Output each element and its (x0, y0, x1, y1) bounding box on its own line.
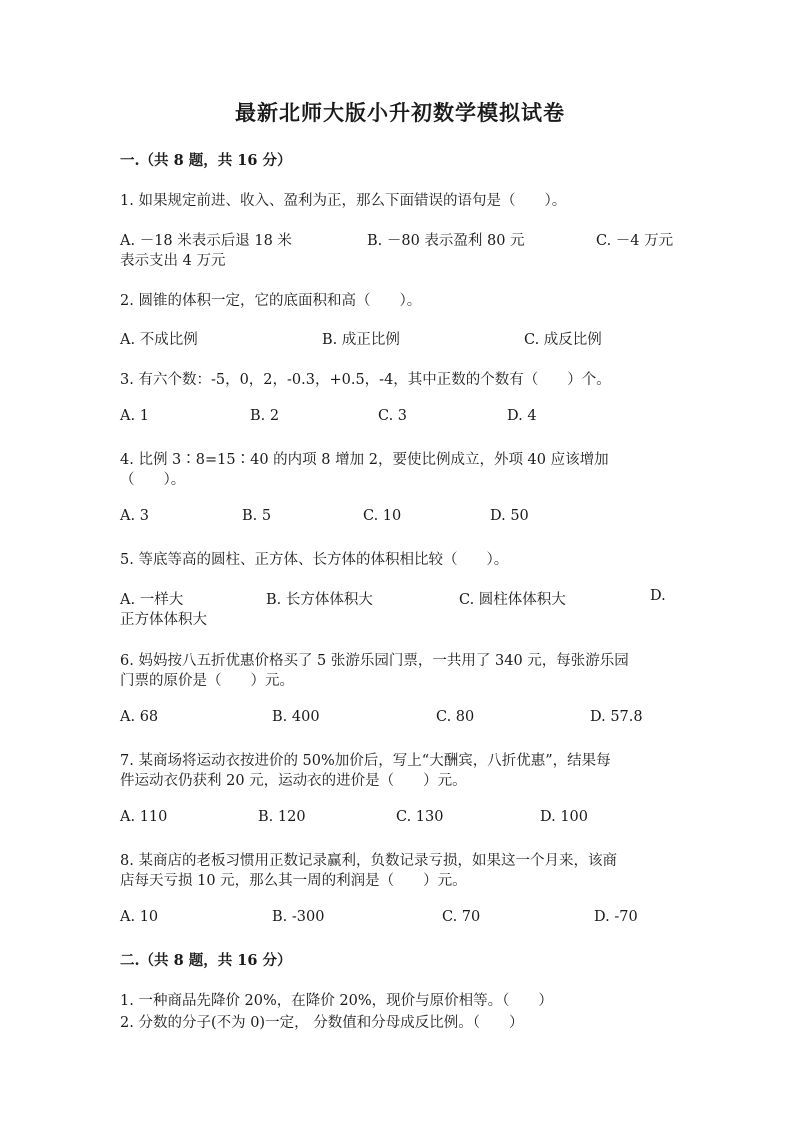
question-3-option-a: A. 1 (120, 408, 149, 424)
question-1-option-a: A. －18 米表示后退 18 米 (120, 233, 292, 249)
question-1-stem: 1. 如果规定前进、收入、盈利为正，那么下面错误的语句是（ ）。 (120, 193, 567, 209)
question-5-option-c: C. 圆柱体体积大 (459, 592, 566, 608)
question-4-stem-line-1: 4. 比例 3∶8=15∶40 的内项 8 增加 2，要使比例成立，外项 40 应该增加 (120, 452, 609, 468)
judgement-2: 2. 分数的分子(不为 0)一定， 分数值和分母成反比例。（ ） (120, 1015, 524, 1031)
question-7-option-c: C. 130 (396, 809, 444, 825)
question-3-stem: 3. 有六个数：-5，0，2，-0.3，+0.5，-4，其中正数的个数有（ ）个。 (120, 372, 611, 388)
question-1-option-c: C. －4 万元 (596, 233, 674, 249)
question-8-option-b: B. -300 (272, 909, 325, 925)
question-4-option-b: B. 5 (242, 508, 272, 524)
question-7-option-b: B. 120 (258, 809, 306, 825)
question-6-stem-line-1: 6. 妈妈按八五折优惠价格买了 5 张游乐园门票，一共用了 340 元，每张游乐园 (120, 653, 629, 669)
question-5-option-b: B. 长方体体积大 (266, 592, 373, 608)
question-5-stem: 5. 等底等高的圆柱、正方体、长方体的体积相比较（ ）。 (120, 552, 509, 568)
question-2-option-c: C. 成反比例 (524, 332, 602, 348)
question-4-option-c: C. 10 (363, 508, 402, 524)
question-7-option-a: A. 110 (120, 809, 168, 825)
question-3-option-b: B. 2 (250, 408, 280, 424)
question-7-stem-line-2: 件运动衣仍获利 20 元，运动衣的进价是（ ）元。 (120, 773, 467, 789)
question-5-option-d: D. (650, 588, 666, 604)
question-4-option-a: A. 3 (120, 508, 149, 524)
question-4-stem-line-2: （ ）。 (120, 472, 186, 488)
question-2-stem: 2. 圆锥的体积一定，它的底面积和高（ ）。 (120, 293, 422, 309)
question-3-option-d: D. 4 (507, 408, 537, 424)
question-4-option-d: D. 50 (490, 508, 529, 524)
question-8-stem-line-1: 8. 某商店的老板习惯用正数记录赢利，负数记录亏损，如果这一个月来，该商 (120, 853, 617, 869)
section-heading-1: 一.（共 8 题，共 16 分） (120, 152, 292, 169)
question-8-option-a: A. 10 (120, 909, 159, 925)
question-6-option-c: C. 80 (436, 709, 475, 725)
question-7-option-d: D. 100 (540, 809, 589, 825)
judgement-1: 1. 一种商品先降价 20%，在降价 20%，现价与原价相等。（ ） (120, 993, 553, 1009)
question-1-option-c-continued: 表示支出 4 万元 (120, 253, 226, 269)
question-1-option-b: B. －80 表示盈利 80 元 (367, 233, 525, 249)
question-6-option-b: B. 400 (272, 709, 320, 725)
question-6-option-d: D. 57.8 (590, 709, 643, 725)
question-2-option-a: A. 不成比例 (120, 332, 198, 348)
question-2-option-b: B. 成正比例 (322, 332, 400, 348)
question-8-option-d: D. -70 (594, 909, 638, 925)
page-title: 最新北师大版小升初数学模拟试卷 (235, 100, 565, 125)
section-heading-2: 二.（共 8 题，共 16 分） (120, 952, 292, 969)
question-3-option-c: C. 3 (378, 408, 408, 424)
question-6-stem-line-2: 门票的原价是（ ）元。 (120, 673, 294, 689)
question-5-option-d-continued: 正方体体积大 (120, 612, 207, 628)
question-8-stem-line-2: 店每天亏损 10 元，那么其一周的利润是（ ）元。 (120, 873, 467, 889)
question-5-option-a: A. 一样大 (120, 592, 184, 608)
question-8-option-c: C. 70 (442, 909, 481, 925)
question-7-stem-line-1: 7. 某商场将运动衣按进价的 50%加价后，写上“大酬宾，八折优惠”，结果每 (120, 753, 611, 769)
question-6-option-a: A. 68 (120, 709, 159, 725)
